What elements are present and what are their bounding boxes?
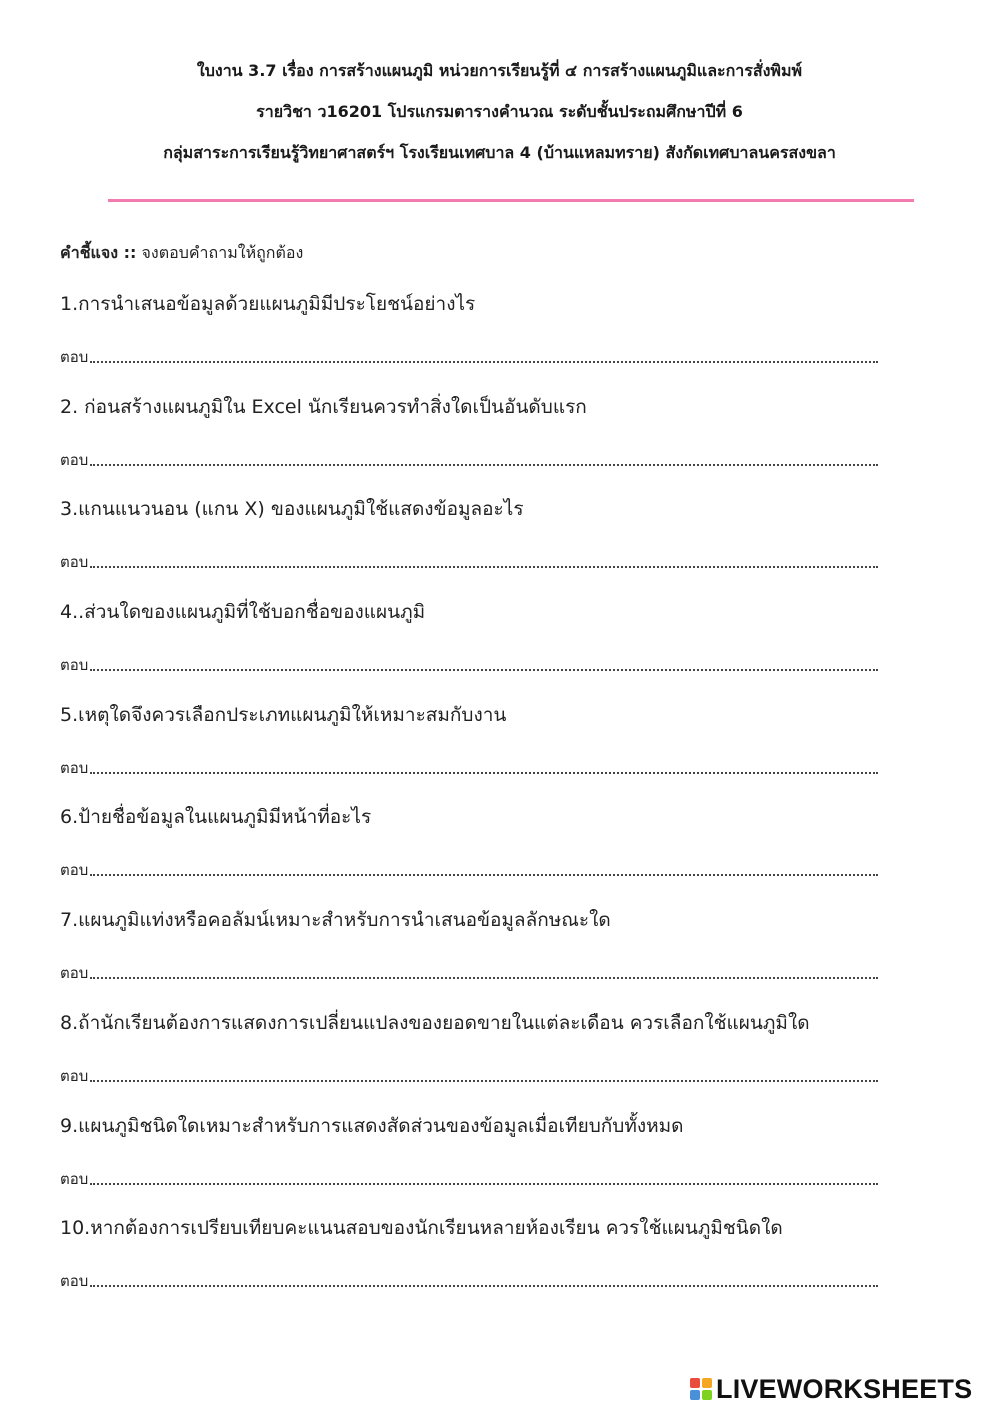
answer-field[interactable] xyxy=(90,1080,878,1082)
answer-label: ตอบ xyxy=(60,758,89,777)
logo-square-orange xyxy=(702,1378,712,1388)
question-text: 9.แผนภูมิชนิดใดเหมาะสำหรับการแสดงสัดส่วนของข้อมูลเมื่อเทียบกับทั้งหมด xyxy=(60,1114,684,1137)
answer-field[interactable] xyxy=(90,566,878,568)
logo-square-red xyxy=(690,1378,700,1388)
answer-row xyxy=(60,963,878,983)
instruction-label: คำชี้แจง :: xyxy=(60,243,137,262)
question-text: 5.เหตุใดจึงควรเลือกประเภทแผนภูมิให้เหมาะสมกับงาน xyxy=(60,703,507,726)
answer-row xyxy=(60,1169,878,1189)
question-item xyxy=(60,598,900,701)
answer-field[interactable] xyxy=(90,772,878,774)
answer-row xyxy=(60,758,878,778)
question-item xyxy=(60,1112,900,1215)
logo-text: LIVEWORKSHEETS xyxy=(716,1373,973,1404)
question-item xyxy=(60,393,900,496)
question-list xyxy=(60,290,900,1317)
worksheet-header xyxy=(0,60,999,183)
course-info: รายวิชา ว16201 โปรแกรมตารางคำนวณ ระดับชั้นประถมศึกษาปีที่ 6 xyxy=(256,102,743,121)
answer-row xyxy=(60,1066,878,1086)
worksheet-title: ใบงาน 3.7 เรื่อง การสร้างแผนภูมิ หน่วยการเรียนรู้ที่ ๔ การสร้างแผนภูมิและการสั่งพิมพ์ xyxy=(196,61,803,80)
school-info: กลุ่มสาระการเรียนรู้วิทยาศาสตร์ฯ โรงเรียนเทศบาล 4 (บ้านแหลมทราย) สังกัดเทศบาลนครสงขลา xyxy=(163,143,836,162)
question-text: 8.ถ้านักเรียนต้องการแสดงการเปลี่ยนแปลงของยอดขายในแต่ละเดือน ควรเลือกใช้แผนภูมิใด xyxy=(60,1011,810,1034)
question-item xyxy=(60,290,900,393)
answer-label: ตอบ xyxy=(60,656,89,675)
question-item xyxy=(60,495,900,598)
header-divider xyxy=(108,199,914,202)
instruction xyxy=(60,242,303,264)
liveworksheets-logo[interactable] xyxy=(690,1374,972,1404)
answer-field[interactable] xyxy=(90,361,878,363)
answer-row xyxy=(60,552,878,572)
answer-row xyxy=(60,450,878,470)
question-text: 4..ส่วนใดของแผนภูมิที่ใช้บอกชื่อของแผนภูมิ xyxy=(60,601,426,624)
question-item xyxy=(60,1009,900,1112)
answer-field[interactable] xyxy=(90,977,878,979)
answer-field[interactable] xyxy=(90,874,878,876)
question-item xyxy=(60,701,900,804)
question-text: 2. ก่อนสร้างแผนภูมิใน Excel นักเรียนควรทำสิ่งใดเป็นอันดับแรก xyxy=(60,395,587,418)
question-text: 10.หากต้องการเปรียบเทียบคะแนนสอบของนักเรียนหลายห้องเรียน ควรใช้แผนภูมิชนิดใด xyxy=(60,1217,783,1240)
question-text: 6.ป้ายชื่อข้อมูลในแผนภูมิมีหน้าที่อะไร xyxy=(60,806,372,829)
logo-square-green xyxy=(702,1390,712,1400)
answer-field[interactable] xyxy=(90,669,878,671)
answer-field[interactable] xyxy=(90,1183,878,1185)
answer-label: ตอบ xyxy=(60,964,89,983)
question-item xyxy=(60,1214,900,1317)
liveworksheets-icon xyxy=(690,1378,712,1400)
question-text: 3.แกนแนวนอน (แกน X) ของแผนภูมิใช้แสดงข้อมูลอะไร xyxy=(60,498,524,521)
answer-label: ตอบ xyxy=(60,348,89,366)
answer-label: ตอบ xyxy=(60,553,89,572)
answer-label: ตอบ xyxy=(60,1066,89,1085)
answer-row xyxy=(60,655,878,675)
question-text: 1.การนำเสนอข้อมูลด้วยแผนภูมิมีประโยชน์อย่างไร xyxy=(60,293,476,315)
answer-label: ตอบ xyxy=(60,1272,89,1291)
answer-label: ตอบ xyxy=(60,861,89,880)
answer-field[interactable] xyxy=(90,464,878,466)
instruction-text: จงตอบคำถามให้ถูกต้อง xyxy=(136,243,304,262)
logo-square-blue xyxy=(690,1390,700,1400)
answer-row xyxy=(60,1271,878,1291)
answer-label: ตอบ xyxy=(60,1169,89,1188)
question-item xyxy=(60,906,900,1009)
answer-label: ตอบ xyxy=(60,450,89,469)
answer-row xyxy=(60,347,878,367)
question-text: 7.แผนภูมิแท่งหรือคอลัมน์เหมาะสำหรับการนำเสนอข้อมูลลักษณะใด xyxy=(60,909,611,932)
question-item xyxy=(60,803,900,906)
answer-field[interactable] xyxy=(90,1285,878,1287)
answer-row xyxy=(60,860,878,880)
